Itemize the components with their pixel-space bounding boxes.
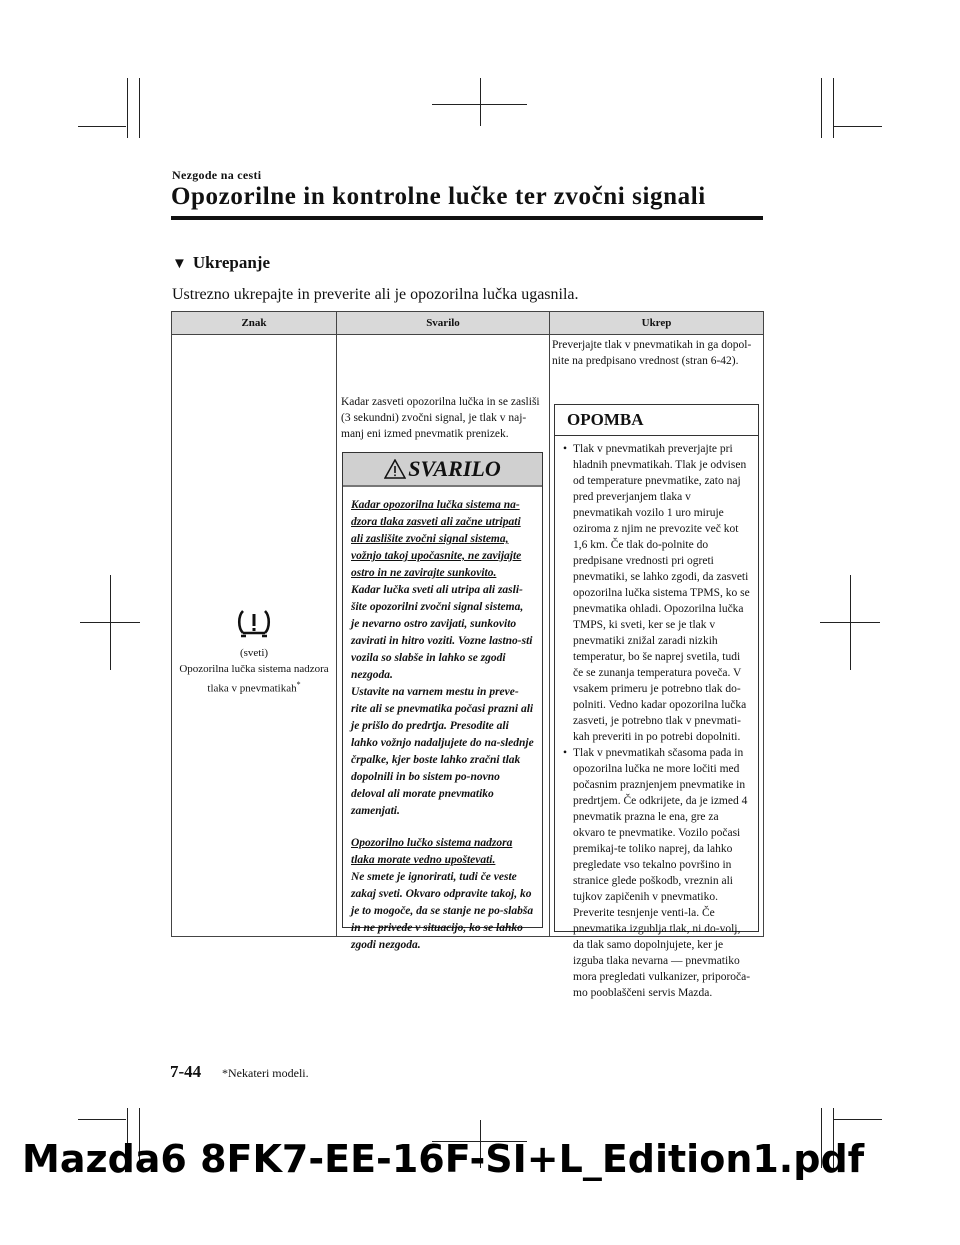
warning-body (343, 487, 542, 954)
note-title: OPOMBA (555, 405, 758, 436)
sign-block (172, 607, 336, 697)
cause-cell (337, 335, 550, 951)
subsection-title: Ukrepanje (192, 253, 270, 272)
page-number: 7-44 (170, 1062, 202, 1081)
warning-emphasis-1: Kadar opozorilna lučka sistema na-dzora tlaka zasveti ali začne utripati ali zaslišite zvočni signal sistema, vožnjo takoj upočasnite, ne zavijajte ostro in ne zavirajte sunkovito. (351, 499, 522, 579)
column-header-sign: Znak (172, 312, 337, 335)
sign-caption-state: (sveti) (239, 647, 269, 659)
note-body (555, 436, 758, 1001)
sign-caption-text: Opozorilna lučka sistema nadzora tlaka v pnevmatikah (179, 663, 329, 695)
title-rule (171, 216, 763, 220)
subsection-heading (172, 253, 270, 273)
tpms-warning-icon (234, 607, 274, 641)
intro-text: Ustrezno ukrepajte in preverite ali je opozorilna lučka ugasnila. (172, 286, 579, 303)
note-bullet: • Tlak v pnevmatikah preverjajte pri hladnih pnevmatikah. Tlak je odvisen od temperature pnevmatike, zato naj pred preverjanjem tlaka v pnevmatikah vozilo 1 uro miruje oziroma z njim ne prevozite več kot 1,6 km. Če tlak do-polnite do predpisane vrednosti pri ogreti pnevmatiki, se lahko zgodi, da zasveti opozorilna lučka sistema TPMS, ko se pnevmatika ohladi. Opozorilna lučka TMPS, ki sveti, ker se je tlak v pnevmatiki znižal zaradi nizkih temperatur, bo še naprej svetila, tudi če se zunanja temperatura poveča. V vsakem primeru je potrebno tlak do-polniti. Vedno kadar opozorilna lučka zasveti, je potrebno tlak v pnevmati-kah preveriti in po potrebi dopolniti. (561, 441, 752, 745)
sign-cell (172, 335, 337, 937)
table-header-row (172, 312, 764, 335)
warning-paragraph-3: Ne smete je ignorirati, tudi če veste zakaj sveti. Okvaro odpravite takoj, ko je to mogoče, da se stanje ne po-slabša in ne privede v situacijo, ko se lahko zgodi nezgoda. (351, 871, 534, 951)
warning-table (171, 311, 764, 999)
note-box (554, 404, 759, 999)
warning-box (342, 452, 543, 951)
sign-caption-label (172, 661, 336, 697)
action-cell (550, 335, 764, 999)
warning-emphasis-2: Opozorilno lučko sistema nadzora tlaka morate vedno upoštevati. (351, 837, 513, 866)
chapter-title: Opozorilne in kontrolne lučke ter zvočni signali (171, 183, 706, 210)
file-name-footer: Mazda6 8FK7-EE-16F-SI+L_Edition1.pdf (22, 1137, 865, 1181)
warning-paragraph-2: Ustavite na varnem mestu in preve-rite ali se pnevmatika počasi prazni ali je prišlo do predrtja. Presodite ali lahko vožnjo nadaljujete do na-slednje črpalke, kjer boste lahko zračni tlak dopolnili in bo sistem po-novno deloval ali morate pnevmatiko zamenjati. (351, 686, 534, 817)
column-header-action: Ukrep (550, 312, 764, 335)
caution-triangle-icon (384, 459, 406, 479)
warning-header (343, 453, 542, 487)
note-bullet: • Tlak v pnevmatikah sčasoma pada in opozorilna lučka ne more ločiti med počasnim praznjenjem pnevmatike in predrtjem. Če odkrijete, da je izmed 4 pnevmatik prazna le ena, gre za okvaro te pnevmatike. Vozilo počasi premikaj-te toliko naprej, da lahko pregledate vso tekalno površino in stranice glede poškodb, vreznin ali tujkov zapičenih v pnevmatiko. Preverite tesnjenje venti-la. Če pnevmatika izgublja tlak, ni do-volj, da tlak samo dopolnjujete, ker je izguba tlaka nevarna ― pnevmatiko mora pregledati vulkanizer, priporoča-mo pooblaščeni servis Mazda. (561, 745, 752, 1001)
section-kicker: Nezgode na cesti (172, 168, 262, 182)
warning-title: SVARILO (408, 456, 501, 481)
warning-paragraph-1: Kadar lučka sveti ali utripa ali zasli-šite opozorilni zvočni signal sistema, je nevarno ostro zavijati, sunkovito zavirati in hitro voziti. Vozne lastno-sti vozila so slabše in lahko se zgodi nezgoda. (351, 584, 533, 681)
footnote-mark: * (296, 680, 301, 689)
footnote: *Nekateri modeli. (222, 1066, 309, 1080)
cause-text: Kadar zasveti opozorilna lučka in se zasliši (3 sekundni) zvočni signal, je tlak v naj-manj eni izmed pnevmatik prenizek. (341, 396, 540, 440)
triangle-marker-icon: ▼ (172, 256, 187, 272)
action-text: Preverjajte tlak v pnevmatikah in ga dopol-nite na predpisano vrednost (stran 6-42). (552, 339, 752, 367)
table-row (172, 335, 764, 937)
column-header-cause: Svarilo (337, 312, 550, 335)
